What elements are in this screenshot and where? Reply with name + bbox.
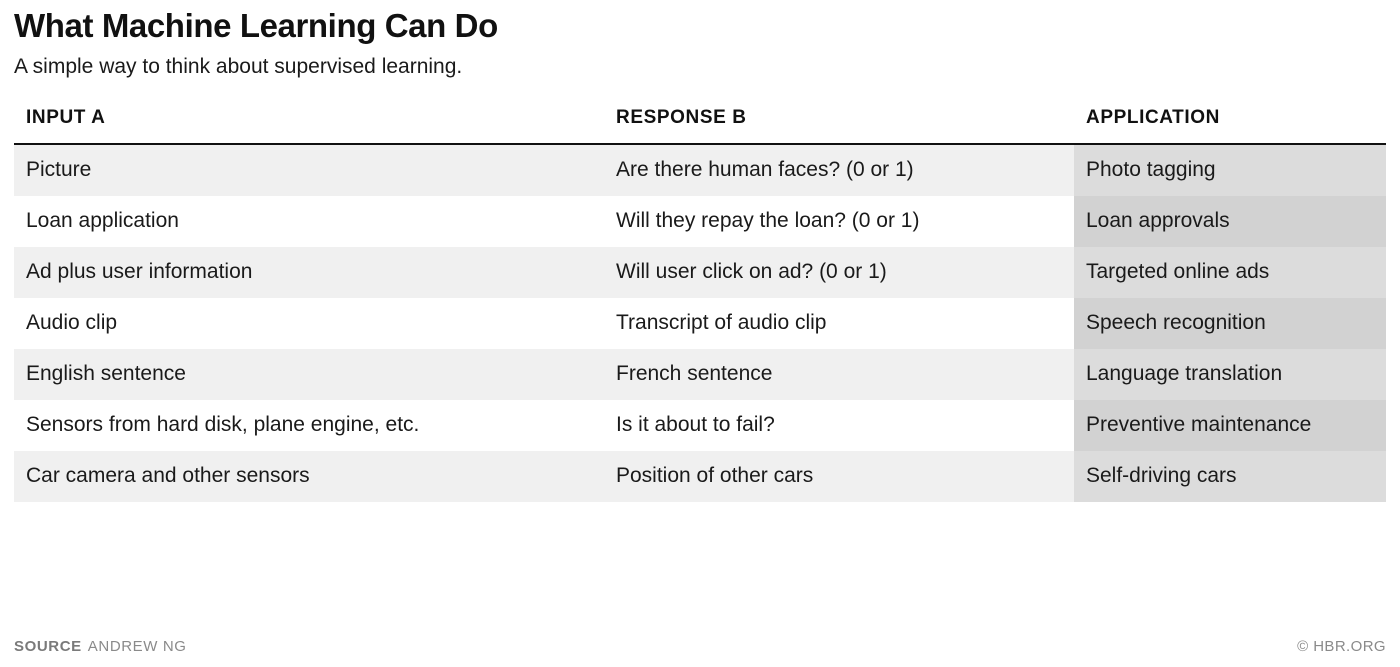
cell-application: Preventive maintenance	[1074, 400, 1386, 451]
column-header-application: APPLICATION	[1074, 107, 1386, 144]
page-subtitle: A simple way to think about supervised learning.	[14, 55, 463, 79]
table-row	[14, 196, 1386, 247]
cell-application: Speech recognition	[1074, 298, 1386, 349]
cell-input-a: Car camera and other sensors	[14, 451, 604, 502]
table-header-row	[14, 107, 1386, 144]
footer	[14, 638, 1386, 655]
source-attribution	[14, 638, 187, 655]
cell-input-a: Picture	[14, 144, 604, 196]
cell-application: Language translation	[1074, 349, 1386, 400]
cell-input-a: Audio clip	[14, 298, 604, 349]
cell-response-b: French sentence	[604, 349, 1074, 400]
credit-label: © HBR.ORG	[1297, 638, 1386, 655]
cell-response-b: Are there human faces? (0 or 1)	[604, 144, 1074, 196]
source-value: ANDREW NG	[87, 638, 187, 655]
table-row	[14, 247, 1386, 298]
matrix-table	[14, 107, 1386, 502]
table-row	[14, 400, 1386, 451]
cell-application: Loan approvals	[1074, 196, 1386, 247]
table-header	[14, 107, 1386, 144]
cell-input-a: Loan application	[14, 196, 604, 247]
table-row	[14, 451, 1386, 502]
page-title: What Machine Learning Can Do	[14, 7, 498, 44]
cell-response-b: Position of other cars	[604, 451, 1074, 502]
table-row	[14, 298, 1386, 349]
cell-response-b: Will user click on ad? (0 or 1)	[604, 247, 1074, 298]
column-header-response-b: RESPONSE B	[604, 107, 1074, 144]
table-row	[14, 349, 1386, 400]
cell-input-a: English sentence	[14, 349, 604, 400]
cell-application: Photo tagging	[1074, 144, 1386, 196]
cell-response-b: Will they repay the loan? (0 or 1)	[604, 196, 1074, 247]
cell-application: Targeted online ads	[1074, 247, 1386, 298]
cell-input-a: Sensors from hard disk, plane engine, etc.	[14, 400, 604, 451]
matrix-table-wrapper	[14, 107, 1386, 502]
table-row	[14, 144, 1386, 196]
infographic-root	[0, 8, 1400, 667]
cell-input-a: Ad plus user information	[14, 247, 604, 298]
source-label: SOURCE	[14, 638, 82, 655]
column-header-input-a: INPUT A	[14, 107, 604, 144]
cell-response-b: Is it about to fail?	[604, 400, 1074, 451]
cell-application: Self-driving cars	[1074, 451, 1386, 502]
cell-response-b: Transcript of audio clip	[604, 298, 1074, 349]
table-body	[14, 144, 1386, 502]
